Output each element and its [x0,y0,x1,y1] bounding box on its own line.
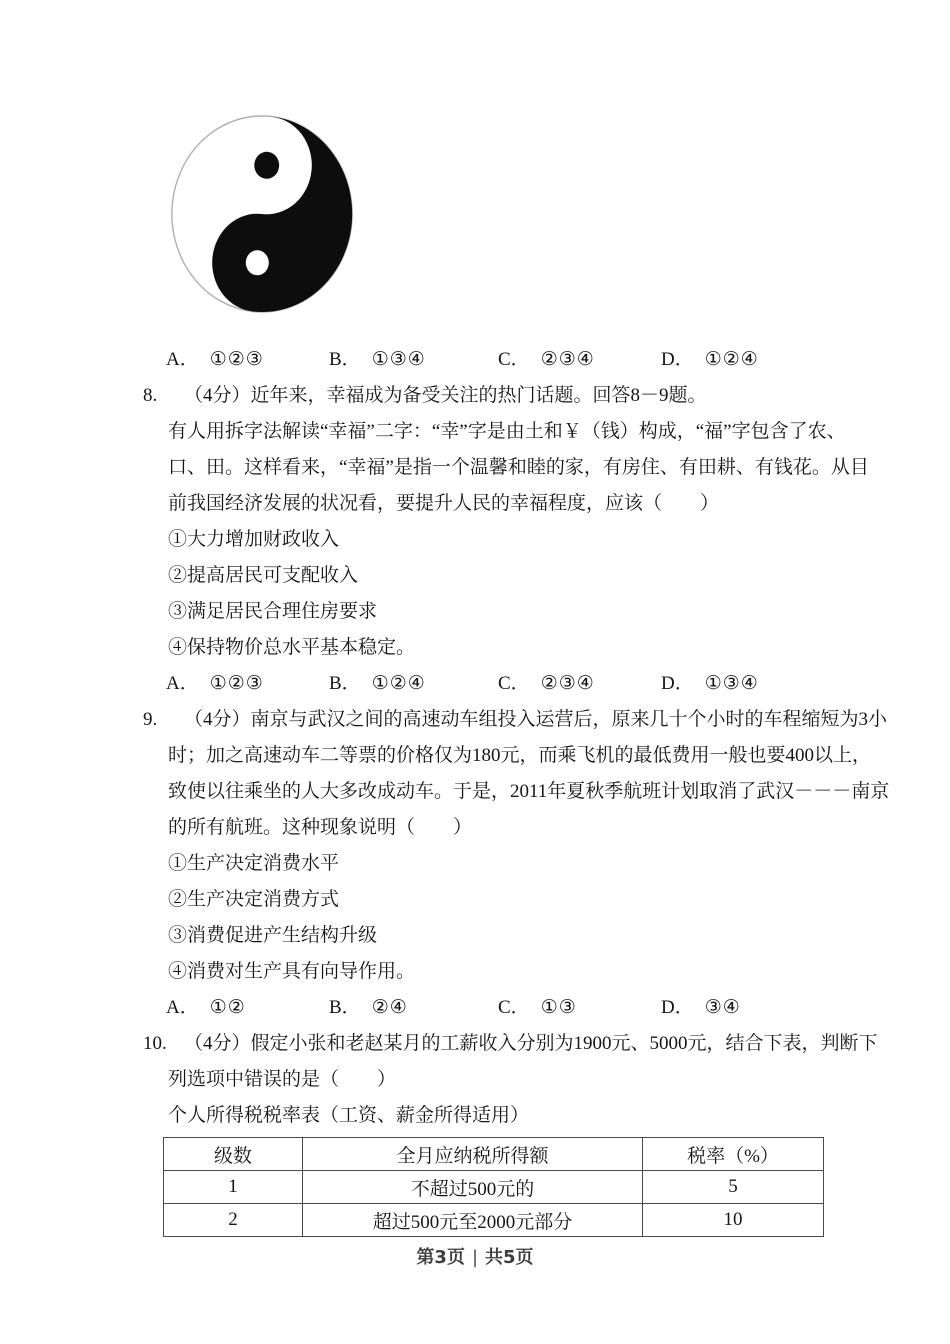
q8-body-line: 前我国经济发展的状况看，要提升人民的幸福程度，应该（ ） [168,493,720,514]
q10-body-line: 列选项中错误的是（ ） [168,1069,397,1090]
table-cell: 超过500元至2000元部分 [303,1204,643,1237]
total-pages: 共5页 [485,1247,534,1268]
q8-option-d [661,666,759,702]
q9-body-line: 时；加之高速动车二等票的价格仅为180元，而乘飞机的最低费用一般也要400以上， [168,745,872,766]
q10-stem-line [0,1026,950,1062]
income-tax-rate-table [163,1137,824,1237]
table-row [164,1204,824,1237]
table-header-cell: 税率（%） [643,1138,824,1171]
table-cell: 5 [643,1171,824,1204]
footer-separator: | [471,1247,479,1268]
q9-number: 9. [143,709,158,730]
option-value: ②③④ [540,349,595,370]
q8-item-2: ②提高居民可支配收入 [168,565,359,586]
question-8 [0,378,950,702]
q8-stem: （4分）近年来，幸福成为备受关注的热门话题。回答8－9题。 [184,385,707,406]
q10-stem: （4分）假定小张和老赵某月的工薪收入分别为1900元、5000元，结合下表，判断下 [184,1033,878,1054]
option-value: ①② [209,997,246,1018]
option-value: ①③④ [371,349,426,370]
option-value: ①②③ [209,349,264,370]
q8-option-b [329,666,426,702]
q10-number: 10. [143,1033,167,1054]
q7-option-b [329,342,426,378]
taiji-yin-yang-figure [170,114,354,314]
option-value: ③④ [704,997,741,1018]
q9-item-2: ②生产决定消费方式 [168,889,340,910]
option-label: C． [498,997,530,1018]
table-cell: 10 [643,1204,824,1237]
q8-item-3: ③满足居民合理住房要求 [168,601,378,622]
question-9 [0,702,950,1026]
q9-body-line: 的所有航班。这种现象说明（ ） [168,817,473,838]
q9-option-c [498,990,577,1026]
q7-option-c [498,342,595,378]
q9-body-line: 致使以往乘坐的人大多改成动车。于是，2011年夏秋季航班计划取消了武汉－－－南京 [168,781,890,802]
q8-stem-line [0,378,950,414]
option-label: B． [329,349,361,370]
q8-option-a [166,666,264,702]
q9-stem-line [0,702,950,738]
page-footer [0,1243,950,1269]
option-label: D． [661,349,694,370]
table-cell: 不超过500元的 [303,1171,643,1204]
q8-option-c [498,666,595,702]
option-label: C． [498,349,530,370]
option-label: A． [166,997,199,1018]
q9-option-b [329,990,408,1026]
q9-item-1: ①生产决定消费水平 [168,853,340,874]
q8-number: 8. [143,385,158,406]
table-header-cell: 级数 [164,1138,303,1171]
q9-item-4: ④消费对生产具有向导作用。 [168,961,416,982]
q8-item-4: ④保持物价总水平基本稳定。 [168,637,416,658]
q9-item-3: ③消费促进产生结构升级 [168,925,378,946]
q9-option-d [661,990,741,1026]
option-label: C． [498,673,530,694]
option-value: ②④ [371,997,408,1018]
page-number: 第3页 [416,1247,465,1268]
taiji-yin-yang-icon [170,114,354,314]
option-label: D． [661,997,694,1018]
option-value: ①②④ [371,673,426,694]
table-row [164,1171,824,1204]
q10-table-caption: 个人所得税税率表（工资、薪金所得适用） [168,1105,530,1126]
page-content [0,342,950,1237]
option-label: B． [329,673,361,694]
q9-option-a [166,990,246,1026]
option-label: B． [329,997,361,1018]
option-value: ①③④ [704,673,759,694]
q7-option-a [166,342,264,378]
q7-option-d [661,342,759,378]
option-value: ①②④ [704,349,759,370]
q7-options-row [0,342,950,378]
q8-body-line: 有人用拆字法解读“幸福”二字：“幸”字是由土和￥（钱）构成，“福”字包含了农、 [168,421,846,442]
option-label: D． [661,673,694,694]
option-value: ②③④ [540,673,595,694]
q9-options-row [0,990,950,1026]
table-header-row [164,1138,824,1171]
q8-item-1: ①大力增加财政收入 [168,529,340,550]
option-value: ①③ [540,997,577,1018]
option-label: A． [166,673,199,694]
option-label: A． [166,349,199,370]
option-value: ①②③ [209,673,264,694]
q9-stem: （4分）南京与武汉之间的高速动车组投入运营后，原来几十个小时的车程缩短为3小 [184,709,888,730]
table-cell: 2 [164,1204,303,1237]
question-10 [0,1026,950,1237]
q8-options-row [0,666,950,702]
q8-body-line: 口、田。这样看来，“幸福”是指一个温馨和睦的家，有房住、有田耕、有钱花。从目 [168,457,869,478]
table-cell: 1 [164,1171,303,1204]
table-header-cell: 全月应纳税所得额 [303,1138,643,1171]
